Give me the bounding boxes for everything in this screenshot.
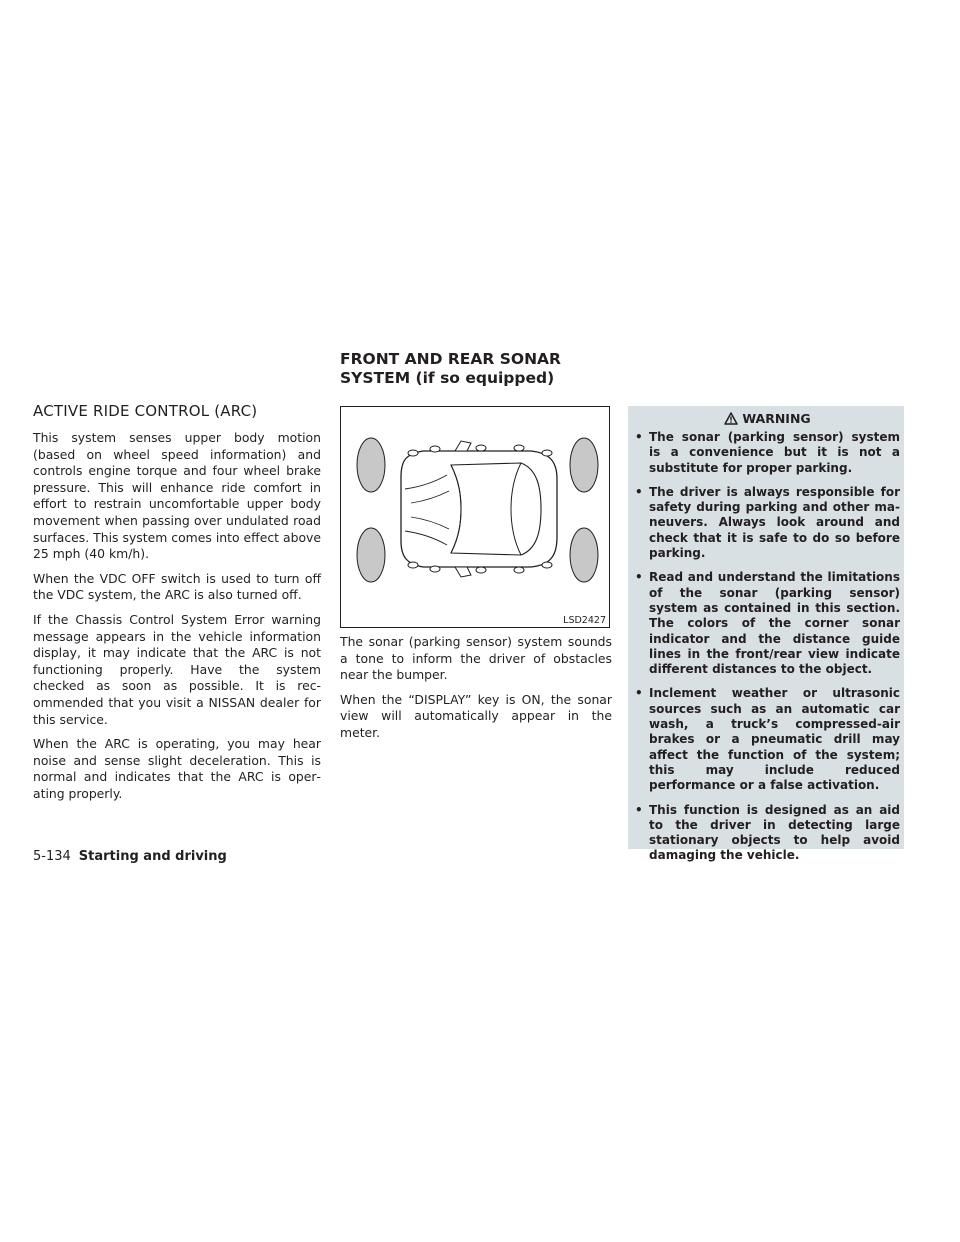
sensor-dot (408, 450, 418, 456)
sensor-dot (476, 445, 486, 451)
sensor-dot (476, 567, 486, 573)
sonar-zone-rear-left (357, 528, 385, 582)
car-cabin-outline (451, 463, 541, 555)
figure-code: LSD2427 (563, 615, 606, 626)
warning-item-text: The driver is always responsible for safety during parking and other maneuvers. Always look around and check that it is safe to do so before parking. (649, 484, 900, 561)
sensor-dot (514, 567, 524, 573)
sensor-dot (408, 562, 418, 568)
arc-paragraph: When the ARC is operating, you may hear noise and sense slight deceleration. This is normal and indicates that the ARC is operating properly. (33, 736, 321, 801)
sonar-zone-front-left (357, 438, 385, 492)
sonar-paragraph: When the “DISPLAY” key is ON, the sonar view will automatically appear in the meter. (340, 691, 612, 740)
warning-item (635, 686, 900, 793)
sensor-dot (430, 566, 440, 572)
warning-title: WARNING (742, 410, 811, 426)
warning-item (635, 570, 900, 677)
side-mirror-left (455, 441, 471, 451)
arc-paragraph: When the VDC OFF switch is used to turn off the VDC system, the ARC is also turned off. (33, 570, 321, 603)
side-mirror-right (455, 567, 471, 577)
bullet: • (635, 430, 643, 444)
bullet: • (635, 484, 643, 499)
page-footer (33, 849, 227, 864)
warning-item (635, 803, 900, 864)
sensor-dot (542, 450, 552, 456)
arc-text-column (33, 430, 321, 810)
page-number: 5-134 (33, 849, 71, 864)
warning-box (628, 406, 904, 863)
bullet: • (635, 802, 643, 817)
warning-list (635, 430, 900, 864)
sensor-dot (430, 446, 440, 452)
sensor-dot (542, 562, 552, 568)
section-title: Starting and driving (78, 849, 227, 864)
warning-item-text: This function is designed as an aid to the driver in detecting large stationary objects to help avoid damaging the vehicle. (649, 802, 900, 863)
sonar-text-column (340, 634, 612, 750)
warning-item-text: The sonar (parking sensor) system is a convenience but it is not a substitute for proper parking. (649, 430, 900, 475)
warning-triangle-icon (724, 412, 738, 425)
sonar-zone-rear-right (570, 528, 598, 582)
warning-header (635, 406, 900, 430)
warning-item-text: Read and understand the limitations of the sonar (parking sensor) system as contained in this section. The colors of the corner sonar indicator and the distance guide lines in the front/rear view indicate different distances to the object. (649, 570, 900, 677)
sensor-dot (514, 445, 524, 451)
arc-paragraph: If the Chassis Control System Error warning message appears in the vehicle information display, it may indicate that the ARC is not functioning properly. Have the system checked as soon as possible. It is recommended that you visit a NISSAN dealer for this service. (33, 611, 321, 727)
arc-section-heading: ACTIVE RIDE CONTROL (ARC) (33, 402, 258, 420)
arc-paragraph: This system senses upper body motion (based on wheel speed information) and controls engine torque and four wheel brake pressure. This will enhance ride comfort in effort to restrain uncomfortable upper body movement when passing over undulated road surfaces. This system comes into effect above 25 mph (40 km/h). (33, 430, 321, 562)
car-top-view-illustration (341, 407, 609, 627)
warning-item (635, 430, 900, 476)
sonar-zone-front-right (570, 438, 598, 492)
sonar-section-heading: FRONT AND REAR SONAR SYSTEM (if so equipped) (340, 350, 561, 387)
warning-item-text: Inclement weather or ultrasonic sources such as an automatic car wash, a truck’s compressed-air brakes or a pneumatic drill may affect the function of the system; this may include reduced performance or a false activation. (649, 686, 900, 793)
sonar-diagram-figure (340, 406, 610, 628)
bullet: • (635, 686, 643, 701)
bullet: • (635, 570, 643, 585)
warning-item (635, 485, 900, 561)
sonar-paragraph: The sonar (parking sensor) system sounds a tone to inform the driver of obstacles near the bumper. (340, 634, 612, 683)
